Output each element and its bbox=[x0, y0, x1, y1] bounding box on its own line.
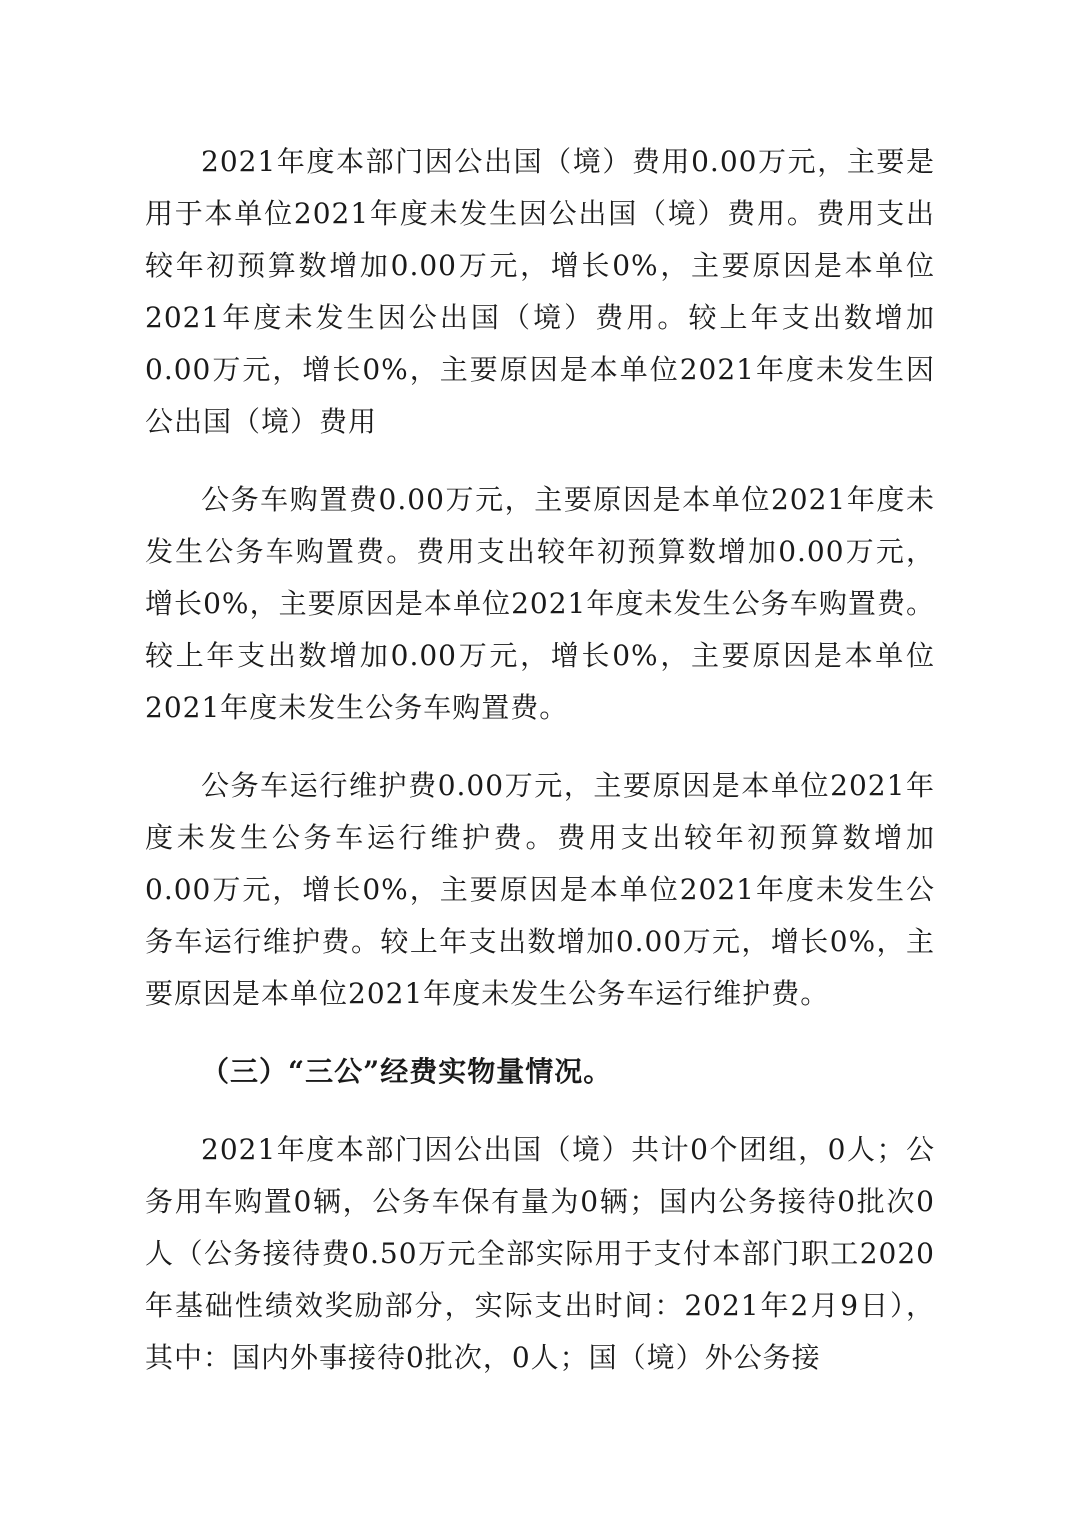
paragraph-overseas-expense bbox=[145, 136, 935, 448]
paragraph-text: 2021年度本部门因公出国（境）费用0.00万元，主要是用于本单位2021年度未发生因公出国（境）费用。费用支出较年初预算数增加0.00万元，增长0%，主要原因是本单位2021年度未发生因公出国（境）费用。较上年支出数增加0.00万元，增长0%，主要原因是本单位2021年度未发生因公出国（境）费用 bbox=[145, 145, 935, 438]
paragraph-text: 公务车购置费0.00万元，主要原因是本单位2021年度未发生公务车购置费。费用支出较年初预算数增加0.00万元，增长0%，主要原因是本单位2021年度未发生公务车购置费。较上年支出数增加0.00万元，增长0%，主要原因是本单位2021年度未发生公务车购置费。 bbox=[145, 483, 935, 724]
paragraph-vehicle-maintenance bbox=[145, 760, 935, 1020]
section-heading: （三）“三公”经费实物量情况。 bbox=[201, 1055, 613, 1088]
paragraph-text: 公务车运行维护费0.00万元，主要原因是本单位2021年度未发生公务车运行维护费。费用支出较年初预算数增加0.00万元，增长0%，主要原因是本单位2021年度未发生公务车运行维护费。较上年支出数增加0.00万元，增长0%，主要原因是本单位2021年度未发生公务车运行维护费。 bbox=[145, 769, 935, 1010]
paragraph-vehicle-purchase bbox=[145, 474, 935, 734]
paragraph-physical-quantity bbox=[145, 1124, 935, 1384]
section-heading-block bbox=[145, 1046, 935, 1098]
paragraph-text: 2021年度本部门因公出国（境）共计0个团组，0人；公务用车购置0辆，公务车保有量为0辆；国内公务接待0批次0人（公务接待费0.50万元全部实际用于支付本部门职工2020年基础性绩效奖励部分，实际支出时间：2021年2月9日），其中：国内外事接待0批次，0人；国（境）外公务接 bbox=[145, 1133, 935, 1374]
